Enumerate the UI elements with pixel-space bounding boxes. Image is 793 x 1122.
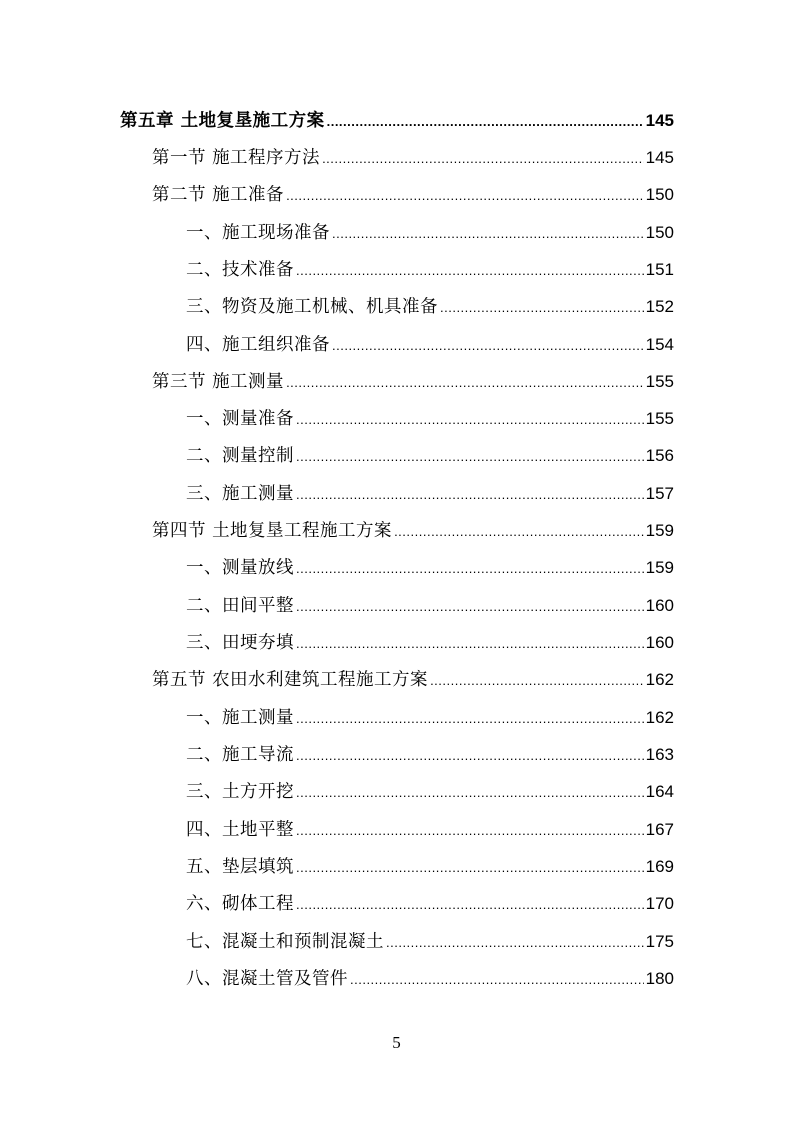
toc-entry[interactable] — [186, 816, 674, 842]
toc-entry[interactable] — [186, 442, 674, 468]
toc-entry-page: 175 — [645, 932, 674, 951]
toc-entry-page: 163 — [645, 745, 674, 764]
dot-leader — [296, 636, 644, 651]
toc-entry-page: 150 — [645, 223, 674, 242]
toc-entry-page: 169 — [645, 857, 674, 876]
toc-entry-label: 第一节 施工程序方法 — [152, 148, 321, 168]
dot-leader — [386, 935, 644, 950]
toc-entry-label: 二、施工导流 — [186, 745, 294, 765]
toc-entry-page: 152 — [645, 297, 674, 316]
toc-entry-label: 三、物资及施工机械、机具准备 — [186, 297, 438, 317]
toc-entry-page: 180 — [645, 969, 674, 988]
toc-entry-label: 第二节 施工准备 — [152, 185, 285, 205]
dot-leader — [350, 972, 644, 987]
toc-entry[interactable] — [186, 741, 674, 767]
toc-entry-page: 159 — [645, 558, 674, 577]
dot-leader — [296, 487, 644, 502]
toc-entry-label: 一、测量放线 — [186, 558, 294, 578]
dot-leader — [332, 338, 644, 353]
toc-entry[interactable] — [186, 928, 674, 954]
dot-leader — [296, 785, 644, 800]
toc-entry[interactable] — [186, 853, 674, 879]
toc-entry[interactable] — [152, 368, 674, 394]
toc-entry-page: 162 — [645, 670, 674, 689]
page-number: 5 — [392, 1033, 401, 1052]
dot-leader — [322, 151, 644, 166]
dot-leader — [394, 524, 644, 539]
toc-entry-label: 第三节 施工测量 — [152, 372, 285, 392]
dot-leader — [286, 188, 644, 203]
toc-entry-page: 156 — [645, 446, 674, 465]
toc-entry-page: 160 — [645, 596, 674, 615]
toc-entry-label: 第四节 土地复垦工程施工方案 — [152, 521, 393, 541]
toc-entry-label: 三、田埂夯填 — [186, 633, 294, 653]
dot-leader — [440, 300, 644, 315]
dot-leader — [296, 412, 644, 427]
dot-leader — [296, 823, 644, 838]
toc-entry[interactable] — [152, 666, 674, 692]
toc-entry-page: 155 — [645, 372, 674, 391]
toc-entry-page: 145 — [645, 111, 674, 130]
toc-entry-page: 159 — [645, 521, 674, 540]
toc-entry-page: 154 — [645, 335, 674, 354]
toc-entry[interactable] — [152, 181, 674, 207]
dot-leader — [327, 114, 644, 129]
toc-entry[interactable] — [186, 554, 674, 580]
toc-entry-page: 167 — [645, 820, 674, 839]
toc-entry-page: 170 — [645, 894, 674, 913]
dot-leader — [296, 897, 644, 912]
toc-entry[interactable] — [120, 107, 674, 133]
dot-leader — [296, 263, 644, 278]
toc-entry-label: 三、施工测量 — [186, 484, 294, 504]
toc-entry[interactable] — [186, 293, 674, 319]
toc-entry[interactable] — [152, 144, 674, 170]
dot-leader — [296, 748, 644, 763]
toc-entry-label: 第五章 土地复垦施工方案 — [120, 111, 325, 131]
toc-entry-page: 162 — [645, 708, 674, 727]
dot-leader — [296, 860, 644, 875]
dot-leader — [332, 226, 644, 241]
toc-entry-label: 二、技术准备 — [186, 260, 294, 280]
toc-entry[interactable] — [186, 629, 674, 655]
dot-leader — [430, 673, 644, 688]
toc-entry[interactable] — [186, 256, 674, 282]
toc-entry[interactable] — [186, 890, 674, 916]
toc-entry[interactable] — [186, 965, 674, 991]
toc-entry-label: 一、施工测量 — [186, 708, 294, 728]
dot-leader — [296, 711, 644, 726]
dot-leader — [296, 599, 644, 614]
toc-entry[interactable] — [186, 480, 674, 506]
toc-entry-page: 160 — [645, 633, 674, 652]
toc-entry[interactable] — [186, 704, 674, 730]
toc-entry-label: 第五节 农田水利建筑工程施工方案 — [152, 670, 429, 690]
toc-entry[interactable] — [152, 517, 674, 543]
toc-entry-label: 五、垫层填筑 — [186, 857, 294, 877]
toc-entry[interactable] — [186, 592, 674, 618]
toc-entry-page: 150 — [645, 185, 674, 204]
toc-entry-label: 三、土方开挖 — [186, 782, 294, 802]
toc-entry-label: 一、测量准备 — [186, 409, 294, 429]
toc-entry-label: 四、土地平整 — [186, 820, 294, 840]
toc-entry-page: 157 — [645, 484, 674, 503]
toc-entry-page: 151 — [645, 260, 674, 279]
toc-entry[interactable] — [186, 219, 674, 245]
toc-entry-label: 八、混凝土管及管件 — [186, 969, 348, 989]
toc-entry-label: 一、施工现场准备 — [186, 223, 330, 243]
toc-entry-page: 155 — [645, 409, 674, 428]
toc-entry-label: 二、田间平整 — [186, 596, 294, 616]
toc-entry-page: 164 — [645, 782, 674, 801]
dot-leader — [286, 375, 644, 390]
toc-entry[interactable] — [186, 778, 674, 804]
toc-entry-label: 二、测量控制 — [186, 446, 294, 466]
toc-entry-label: 七、混凝土和预制混凝土 — [186, 932, 384, 952]
toc-entry-label: 六、砌体工程 — [186, 894, 294, 914]
toc-entry[interactable] — [186, 331, 674, 357]
toc-entry-page: 145 — [645, 148, 674, 167]
toc-entry[interactable] — [186, 405, 674, 431]
dot-leader — [296, 561, 644, 576]
dot-leader — [296, 449, 644, 464]
toc-entry-label: 四、施工组织准备 — [186, 335, 330, 355]
